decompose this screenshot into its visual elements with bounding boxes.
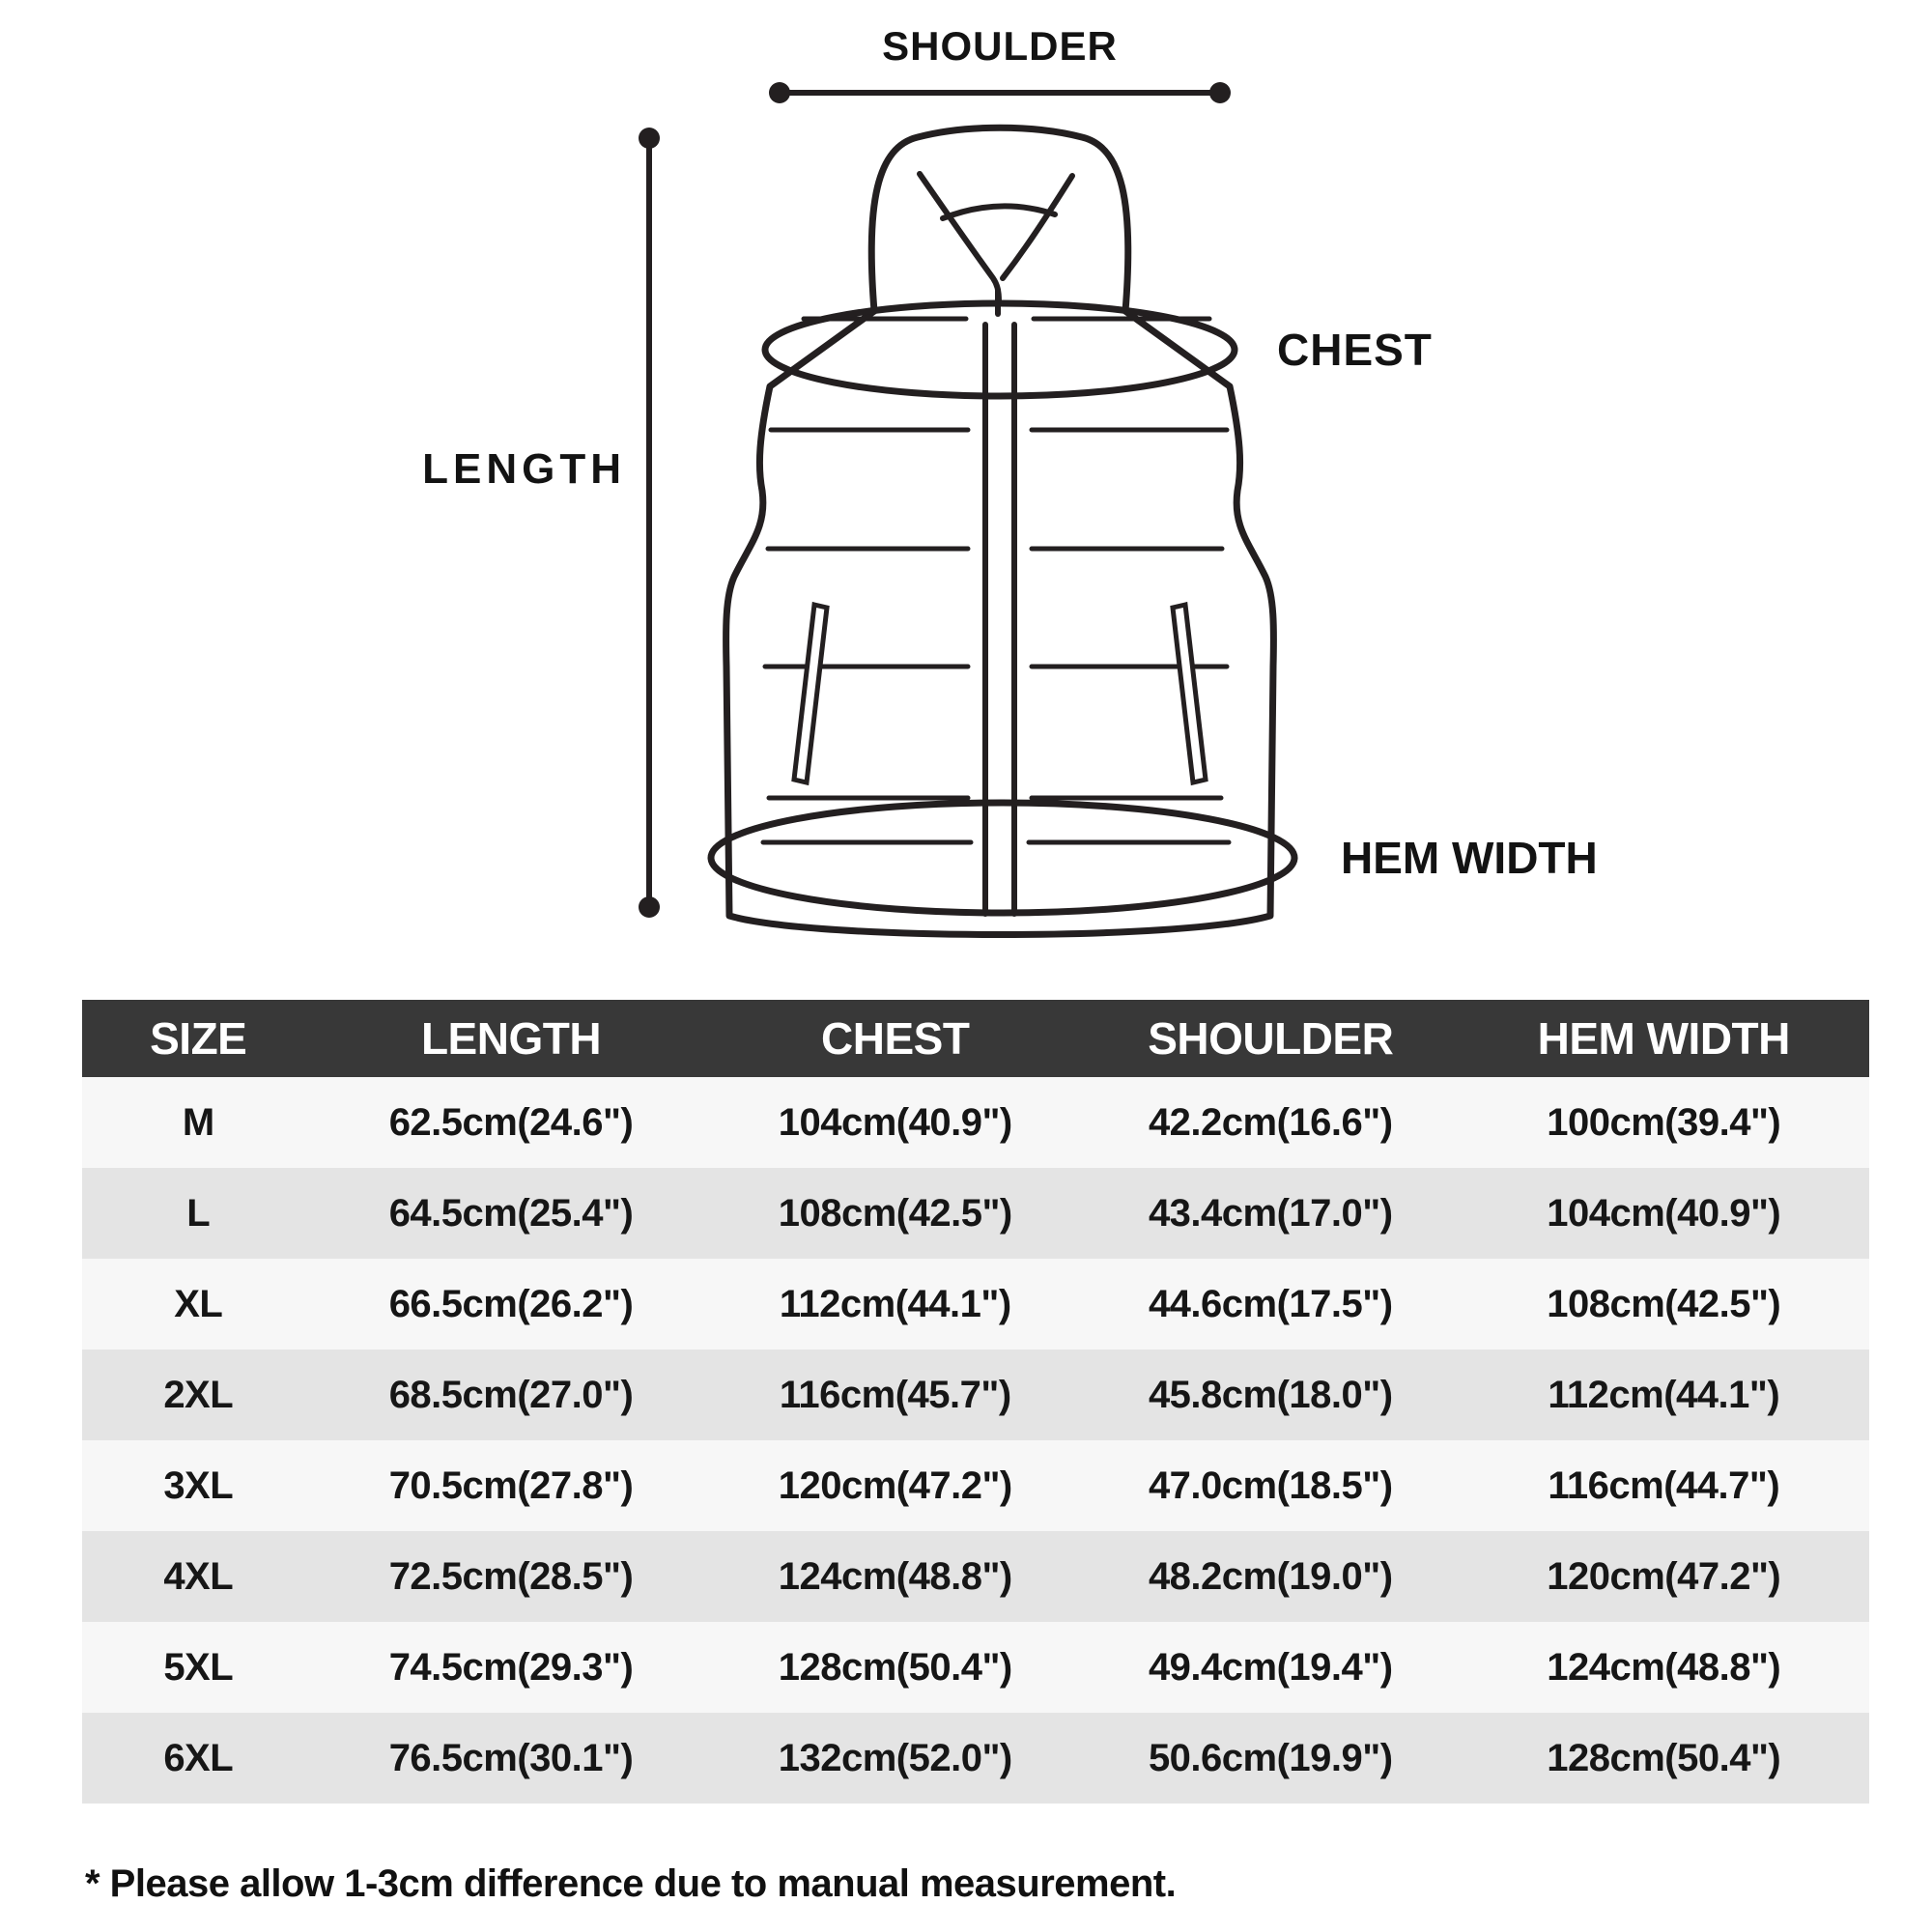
hem-width-cell: 112cm(44.1"): [1548, 1373, 1780, 1416]
chest-cell: 128cm(50.4"): [778, 1645, 1012, 1689]
table-row-5xl: [82, 1622, 1869, 1713]
shoulder-diagram-label: SHOULDER: [882, 23, 1118, 69]
size-cell: 3XL: [163, 1463, 234, 1507]
column-header-length: LENGTH: [420, 1013, 602, 1064]
length-cell: 70.5cm(27.8"): [388, 1463, 634, 1507]
hem-width-cell: 100cm(39.4"): [1547, 1100, 1781, 1144]
table-row-2xl: [82, 1350, 1869, 1440]
length-measure-line: [639, 128, 660, 918]
size-cell: 4XL: [163, 1554, 234, 1598]
table-row-xl: [82, 1259, 1869, 1350]
length-cell: 64.5cm(25.4"): [388, 1191, 634, 1235]
length-cell: 76.5cm(30.1"): [388, 1736, 634, 1779]
chest-cell: 112cm(44.1"): [779, 1282, 1011, 1325]
length-cell: 62.5cm(24.6"): [388, 1100, 634, 1144]
table-row-m: [82, 1077, 1869, 1168]
shoulder-cell: 42.2cm(16.6"): [1148, 1100, 1393, 1144]
length-cell: 66.5cm(26.2"): [388, 1282, 634, 1325]
length-cell: 72.5cm(28.5"): [388, 1554, 634, 1598]
chest-cell: 104cm(40.9"): [778, 1100, 1012, 1144]
size-table-header-row: [82, 1000, 1869, 1077]
hem-width-cell: 104cm(40.9"): [1547, 1191, 1781, 1235]
chest-diagram-label: CHEST: [1277, 325, 1433, 375]
hem-width-cell: 128cm(50.4"): [1547, 1736, 1781, 1779]
right-pocket-slit: [1173, 605, 1206, 782]
vest-collar-outline: [871, 128, 1128, 311]
table-row-6xl: [82, 1713, 1869, 1804]
length-cell: 74.5cm(29.3"): [388, 1645, 634, 1689]
measurement-footnote: * Please allow 1-3cm difference due to manual measurement.: [85, 1862, 1177, 1905]
column-header-size: SIZE: [150, 1013, 247, 1064]
column-header-hem-width: HEM WIDTH: [1537, 1013, 1790, 1064]
chest-cell: 124cm(48.8"): [778, 1554, 1012, 1598]
chest-cell: 116cm(45.7"): [779, 1373, 1011, 1416]
hem-measure-ellipse: [711, 803, 1294, 913]
shoulder-cell: 50.6cm(19.9"): [1148, 1736, 1393, 1779]
size-cell: L: [186, 1191, 211, 1235]
shoulder-cell: 45.8cm(18.0"): [1148, 1373, 1393, 1416]
shoulder-cell: 49.4cm(19.4"): [1148, 1645, 1393, 1689]
hem-width-cell: 120cm(47.2"): [1547, 1554, 1781, 1598]
column-header-shoulder: SHOULDER: [1148, 1013, 1394, 1064]
vest-zipper: [985, 325, 1014, 914]
table-row-4xl: [82, 1531, 1869, 1622]
hem-width-cell: 116cm(44.7"): [1548, 1463, 1780, 1507]
size-table: [82, 1000, 1869, 1804]
chest-cell: 132cm(52.0"): [778, 1736, 1012, 1779]
left-pocket-slit: [794, 605, 827, 782]
size-cell: 5XL: [163, 1645, 234, 1689]
shoulder-cell: 48.2cm(19.0"): [1148, 1554, 1393, 1598]
hem-width-cell: 124cm(48.8"): [1547, 1645, 1781, 1689]
hem-width-cell: 108cm(42.5"): [1547, 1282, 1781, 1325]
table-row-3xl: [82, 1440, 1869, 1531]
shoulder-cell: 44.6cm(17.5"): [1148, 1282, 1393, 1325]
table-row-l: [82, 1168, 1869, 1259]
chest-measure-ellipse: [765, 303, 1235, 396]
chest-cell: 120cm(47.2"): [778, 1463, 1012, 1507]
length-diagram-label: LENGTH: [422, 445, 626, 493]
hem-width-diagram-label: HEM WIDTH: [1341, 833, 1598, 883]
size-cell: 6XL: [163, 1736, 234, 1779]
chest-cell: 108cm(42.5"): [778, 1191, 1012, 1235]
size-cell: 2XL: [163, 1373, 234, 1416]
shoulder-cell: 47.0cm(18.5"): [1148, 1463, 1393, 1507]
shoulder-cell: 43.4cm(17.0"): [1148, 1191, 1393, 1235]
length-cell: 68.5cm(27.0"): [388, 1373, 634, 1416]
size-cell: XL: [174, 1282, 223, 1325]
vest-collar-lapels: [920, 174, 1072, 314]
size-table-body: [82, 1077, 1869, 1804]
size-cell: M: [182, 1100, 214, 1144]
shoulder-measure-line: [769, 82, 1231, 103]
column-header-chest: CHEST: [821, 1013, 970, 1064]
vest-pockets: [794, 605, 1206, 782]
